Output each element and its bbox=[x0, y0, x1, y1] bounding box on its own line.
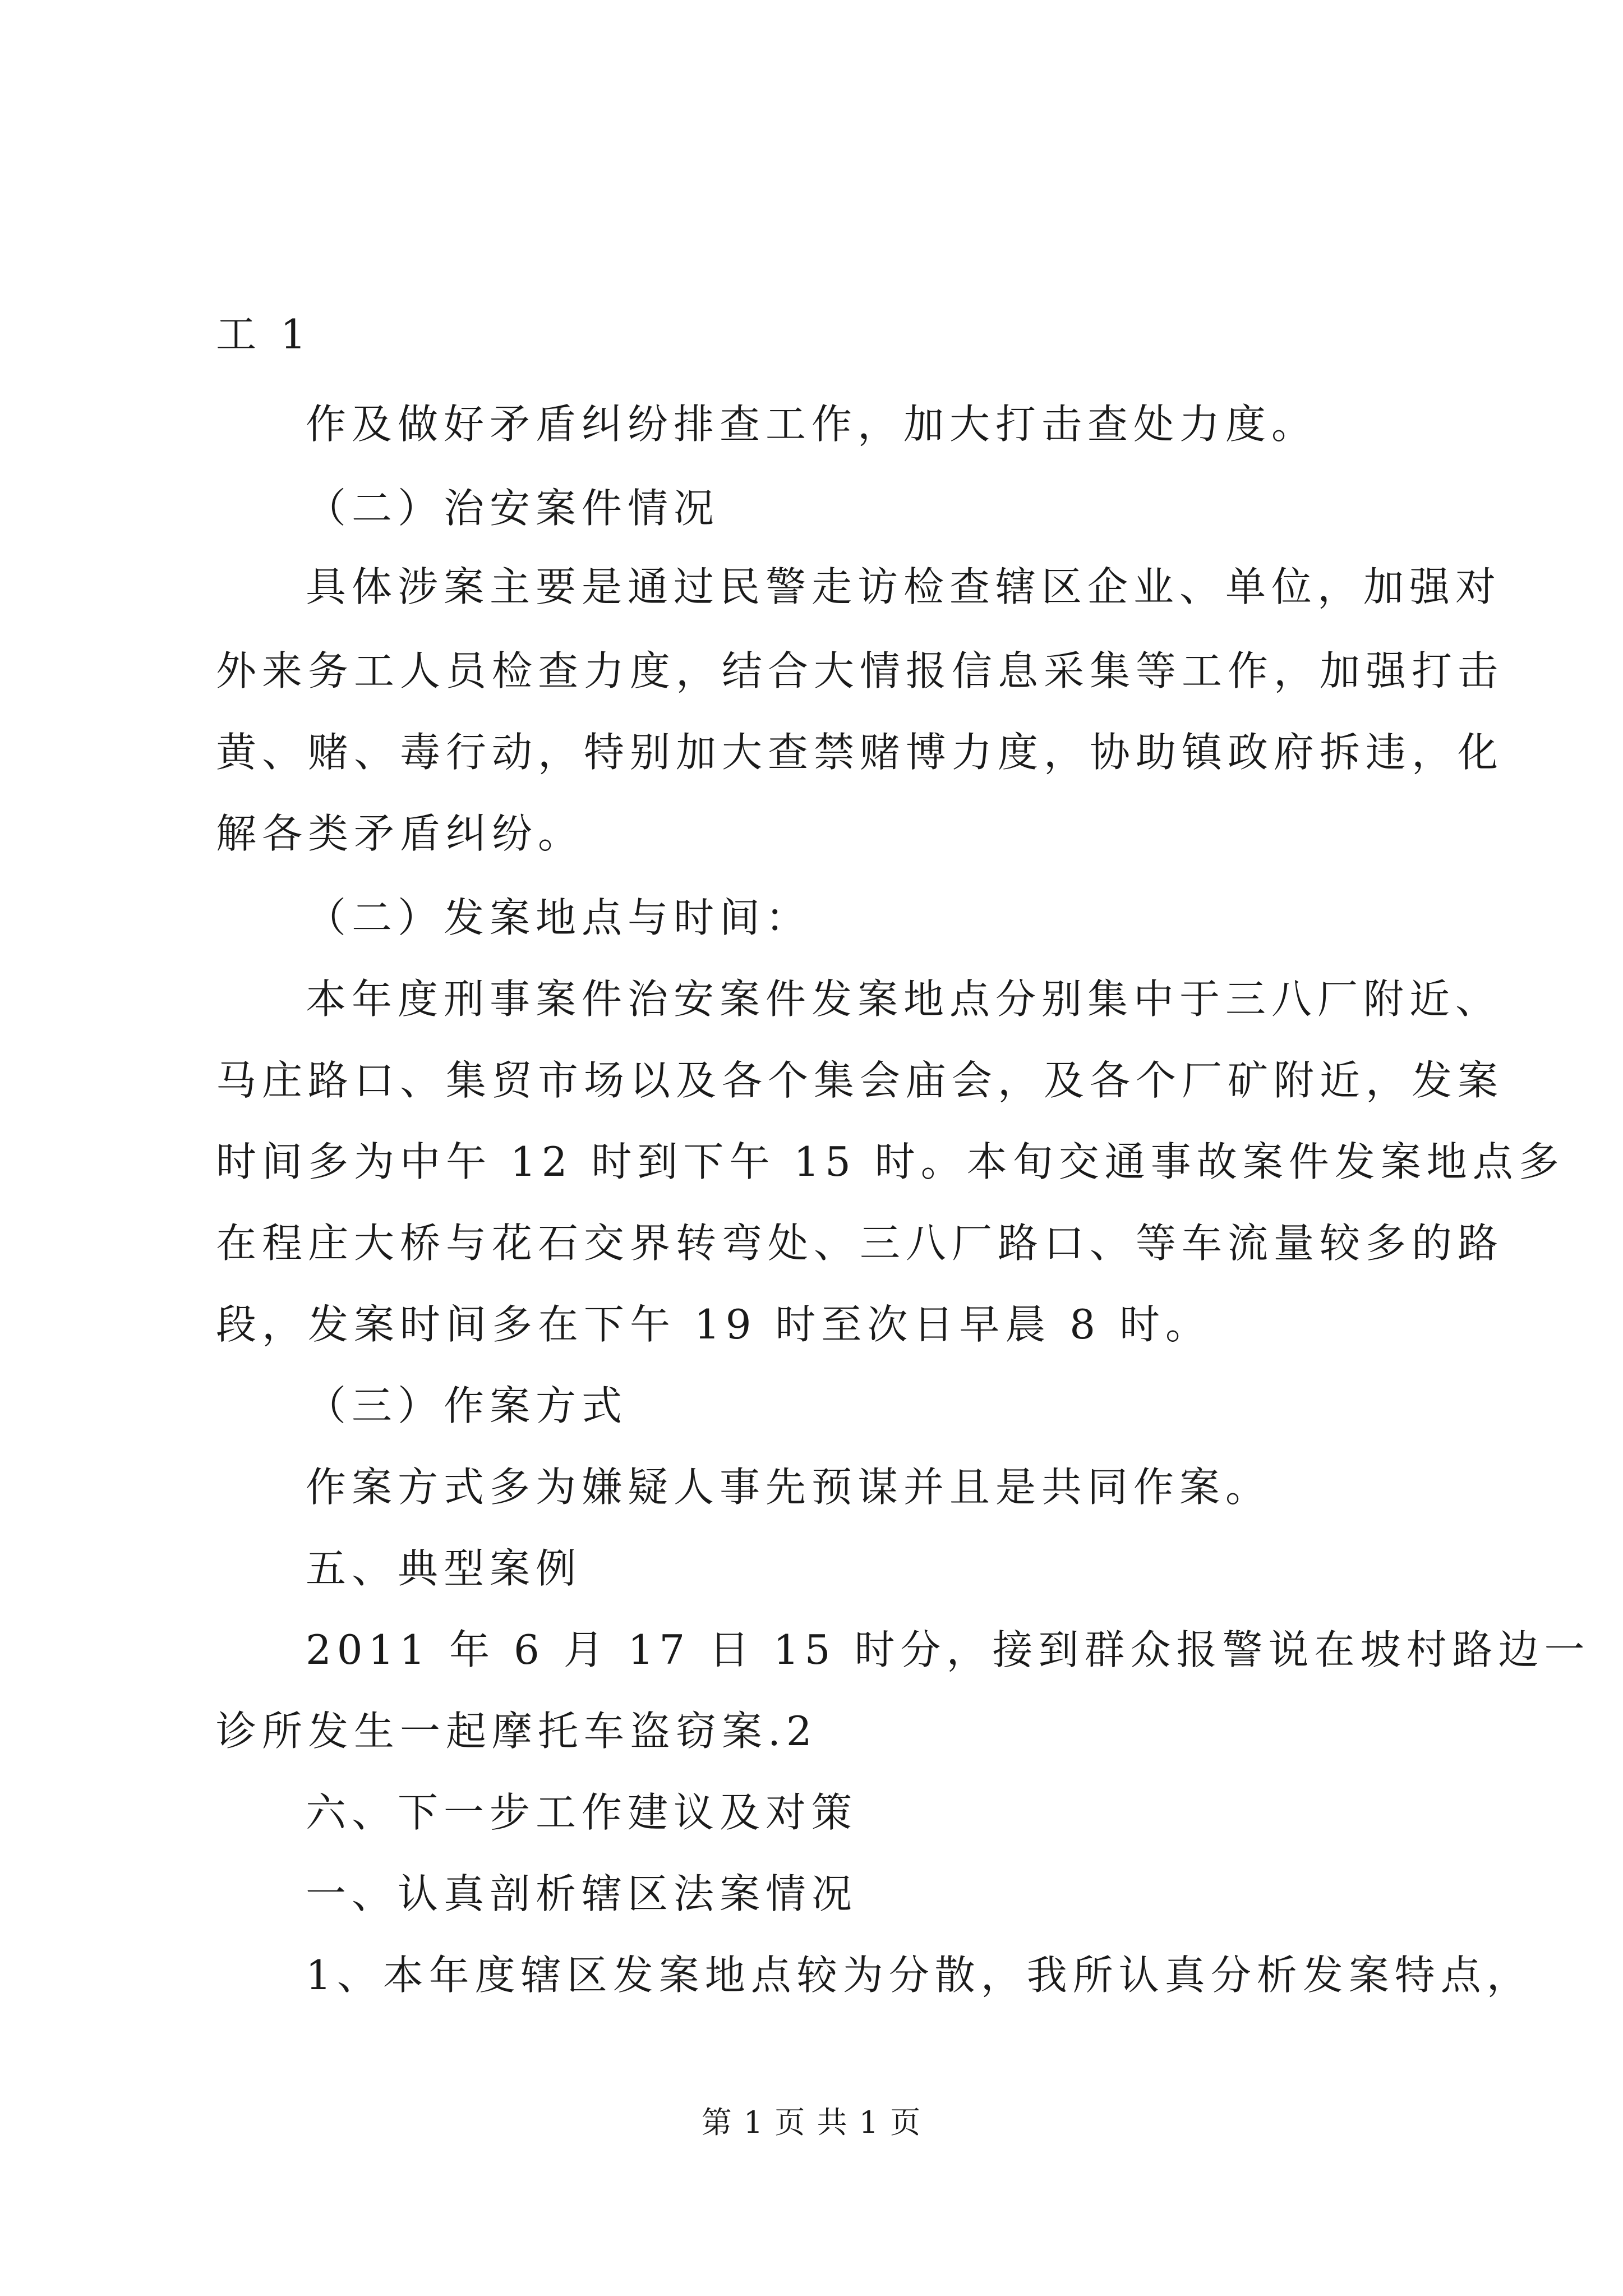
section-heading-analysis: 一、认真剖析辖区法案情况 bbox=[306, 1870, 858, 1917]
section-heading-method: （三）作案方式 bbox=[306, 1382, 628, 1429]
text-line-15: 作案方式多为嫌疑人事先预谋并且是共同作案。 bbox=[306, 1464, 1272, 1511]
text-line-21: 1、本年度辖区发案地点较为分散，我所认真分析发案特点， bbox=[306, 1952, 1533, 1999]
text-line-10: 马庄路口、集贸市场以及各个集会庙会，及各个厂矿附近，发案 bbox=[216, 1057, 1504, 1104]
section-heading-location-time: （二）发案地点与时间： bbox=[306, 894, 812, 941]
text-line-1: 工 1 bbox=[216, 311, 312, 358]
section-heading-typical-case: 五、典型案例 bbox=[306, 1545, 582, 1592]
text-line-18: 诊所发生一起摩托车盗窃案.2 bbox=[216, 1708, 818, 1755]
text-line-5: 外来务工人员检查力度，结合大情报信息采集等工作，加强打击 bbox=[216, 647, 1504, 694]
section-heading-public-security-cases: （二）治安案件情况 bbox=[306, 485, 720, 532]
page-footer: 第 1 页 共 1 页 bbox=[701, 2105, 922, 2140]
text-line-4: 具体涉案主要是通过民警走访检查辖区企业、单位，加强对 bbox=[306, 563, 1502, 610]
text-line-13: 段，发案时间多在下午 19 时至次日早晨 8 时。 bbox=[216, 1301, 1211, 1348]
text-line-2: 作及做好矛盾纠纷排查工作，加大打击查处力度。 bbox=[306, 401, 1318, 448]
text-line-6: 黄、赌、毒行动，特别加大查禁赌博力度，协助镇政府拆违，化 bbox=[216, 729, 1504, 776]
text-line-7: 解各类矛盾纠纷。 bbox=[216, 810, 584, 857]
text-line-17: 2011 年 6 月 17 日 15 时分，接到群众报警说在坡村路边一 bbox=[306, 1626, 1590, 1673]
text-line-11: 时间多为中午 12 时到下午 15 时。本旬交通事故案件发案地点多 bbox=[216, 1138, 1565, 1185]
section-heading-next-steps: 六、下一步工作建议及对策 bbox=[306, 1789, 858, 1836]
text-line-9: 本年度刑事案件治安案件发案地点分别集中于三八厂附近、 bbox=[306, 976, 1502, 1023]
text-line-12: 在程庄大桥与花石交界转弯处、三八厂路口、等车流量较多的路 bbox=[216, 1220, 1504, 1267]
